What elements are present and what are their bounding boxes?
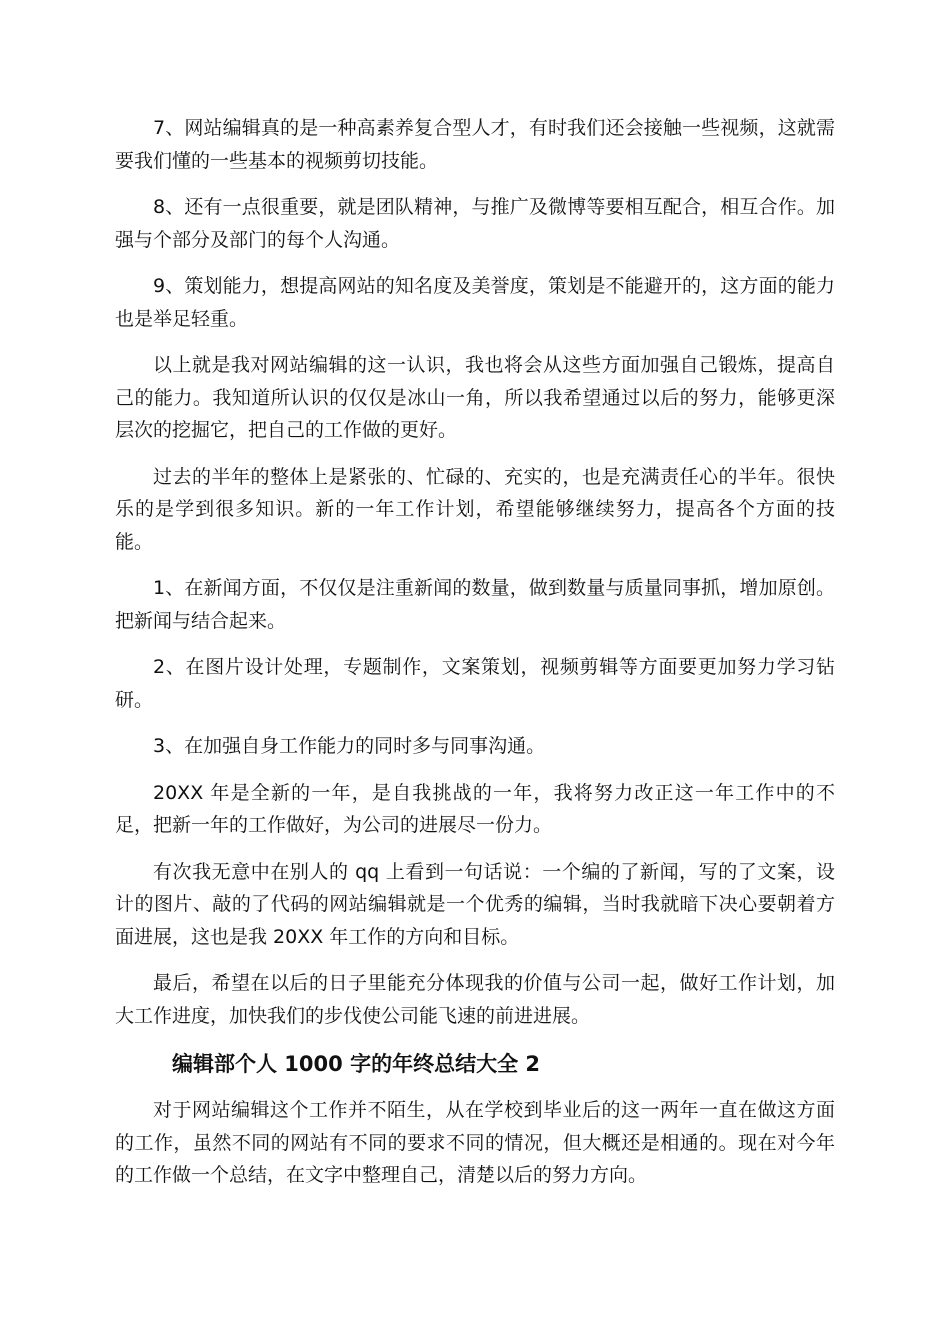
paragraph-skill-9: 9、策划能力，想提高网站的知名度及美誉度，策划是不能避开的，这方面的能力也是举足轻重。 (115, 275, 835, 330)
paragraph-new-year: 20XX 年是全新的一年，是自我挑战的一年，我将努力改正这一年工作中的不足，把新一年的工作做好，为公司的进展尽一份力。 (115, 781, 835, 836)
section-heading: 编辑部个人 1000 字的年终总结大全 2 (172, 1052, 540, 1076)
paragraph-half-year: 过去的半年的整体上是紧张的、忙碌的、充实的，也是充满责任心的半年。很快乐的是学到很多知识。新的一年工作计划，希望能够继续努力，提高各个方面的技能。 (115, 465, 835, 553)
paragraph-skill-7: 7、网站编辑真的是一种高素养复合型人才，有时我们还会接触一些视频，这就需要我们懂的一些基本的视频剪切技能。 (115, 117, 835, 172)
paragraph-plan-3: 3、在加强自身工作能力的同时多与同事沟通。 (153, 735, 546, 757)
paragraph-plan-2: 2、在图片设计处理，专题制作，文案策划，视频剪辑等方面要更加努力学习钻研。 (115, 656, 835, 711)
paragraph-intro-2: 对于网站编辑这个工作并不陌生，从在学校到毕业后的这一两年一直在做这方面的工作，虽然不同的网站有不同的要求不同的情况，但大概还是相通的。现在对今年的工作做一个总结，在文字中整理自己，清楚以后的努力方向。 (115, 1099, 835, 1186)
paragraph-qq-quote: 有次我无意中在别人的 qq 上看到一句话说：一个编的了新闻，写的了文案，设计的图片、敲的了代码的网站编辑就是一个优秀的编辑，当时我就暗下决心要朝着方面进展，这也是我 20XX 年工作的方向和目标。 (115, 860, 835, 948)
paragraph-skill-8: 8、还有一点很重要，就是团队精神，与推广及微博等要相互配合，相互合作。加强与个部分及部门的每个人沟通。 (115, 196, 835, 251)
document-body (115, 112, 835, 1206)
paragraph-plan-1: 1、在新闻方面，不仅仅是注重新闻的数量，做到数量与质量同事抓，增加原创。把新闻与结合起来。 (115, 577, 835, 632)
paragraph-closing: 最后，希望在以后的日子里能充分体现我的价值与公司一起，做好工作计划，加大工作进度，加快我们的步伐使公司能飞速的前进进展。 (115, 972, 835, 1027)
paragraph-summary: 以上就是我对网站编辑的这一认识，我也将会从这些方面加强自己锻炼，提高自己的能力。我知道所认识的仅仅是冰山一角，所以我希望通过以后的努力，能够更深层次的挖掘它，把自己的工作做的更好。 (115, 354, 835, 441)
